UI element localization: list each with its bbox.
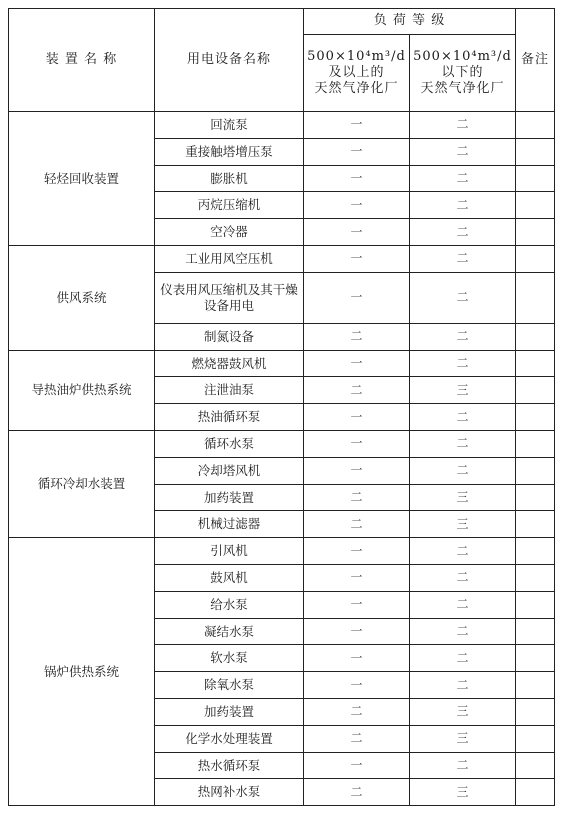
grade-lt-cell: 二 [410, 272, 516, 323]
remark-cell [516, 430, 555, 457]
header-col-ge-line-3: 天然气净化厂 [314, 81, 399, 97]
grade-ge-cell: 二 [304, 779, 410, 806]
device-name-cell: 鼓风机 [155, 564, 304, 591]
remark-cell [516, 457, 555, 484]
grade-lt-cell: 二 [410, 138, 516, 165]
header-col-lt-line-3: 天然气净化厂 [420, 81, 505, 97]
grade-lt-cell: 三 [410, 779, 516, 806]
device-name-cell: 重接触塔增压泵 [155, 138, 304, 165]
unit-name-cell: 循环冷却水装置 [9, 430, 155, 537]
grade-lt-cell: 二 [410, 245, 516, 272]
device-name-cell: 回流泵 [155, 112, 304, 139]
device-name-cell: 空冷器 [155, 219, 304, 246]
table-row [9, 430, 555, 457]
grade-lt-cell: 二 [410, 112, 516, 139]
grade-lt-cell: 二 [410, 165, 516, 192]
table-header [9, 9, 555, 112]
grade-lt-cell: 二 [410, 430, 516, 457]
remark-cell [516, 165, 555, 192]
grade-ge-cell: 二 [304, 377, 410, 404]
remark-cell [516, 192, 555, 219]
device-name-cell: 热油循环泵 [155, 404, 304, 431]
grade-ge-cell: 二 [304, 725, 410, 752]
device-name-cell: 燃烧器鼓风机 [155, 350, 304, 377]
remark-cell [516, 779, 555, 806]
header-unit-name: 装 置 名 称 [9, 9, 155, 112]
device-name-cell: 工业用风空压机 [155, 245, 304, 272]
table-body [9, 112, 555, 806]
header-col-ge [304, 35, 410, 112]
device-name-cell: 除氧水泵 [155, 672, 304, 699]
grade-ge-cell: 一 [304, 457, 410, 484]
device-name-cell: 热水循环泵 [155, 752, 304, 779]
remark-cell [516, 725, 555, 752]
grade-ge-cell: 二 [304, 698, 410, 725]
grade-lt-cell: 三 [410, 698, 516, 725]
grade-ge-cell: 一 [304, 430, 410, 457]
table-row [9, 112, 555, 139]
grade-ge-cell: 二 [304, 323, 410, 350]
device-name-cell: 机械过滤器 [155, 511, 304, 538]
grade-lt-cell: 二 [410, 350, 516, 377]
grade-ge-cell: 一 [304, 618, 410, 645]
grade-lt-cell: 三 [410, 511, 516, 538]
device-name-cell: 丙烷压缩机 [155, 192, 304, 219]
header-remark: 备注 [516, 9, 555, 112]
remark-cell [516, 272, 555, 323]
grade-ge-cell: 一 [304, 752, 410, 779]
grade-lt-cell: 三 [410, 725, 516, 752]
remark-cell [516, 511, 555, 538]
device-name-cell: 仪表用风压缩机及其干燥设备用电 [155, 272, 304, 323]
grade-ge-cell: 一 [304, 138, 410, 165]
device-name-cell: 热网补水泵 [155, 779, 304, 806]
unit-name-cell: 供风系统 [9, 245, 155, 350]
remark-cell [516, 618, 555, 645]
grade-lt-cell: 二 [410, 564, 516, 591]
grade-ge-cell: 一 [304, 672, 410, 699]
device-name-cell: 加药装置 [155, 698, 304, 725]
grade-lt-cell: 二 [410, 219, 516, 246]
remark-cell [516, 484, 555, 511]
remark-cell [516, 672, 555, 699]
device-name-cell: 凝结水泵 [155, 618, 304, 645]
remark-cell [516, 323, 555, 350]
grade-ge-cell: 一 [304, 245, 410, 272]
unit-name-cell: 导热油炉供热系统 [9, 350, 155, 430]
header-col-ge-line-1: 500×10⁴m³/d [307, 48, 406, 64]
device-name-cell: 加药装置 [155, 484, 304, 511]
grade-ge-cell: 一 [304, 112, 410, 139]
grade-ge-cell: 一 [304, 192, 410, 219]
device-name-cell: 膨胀机 [155, 165, 304, 192]
header-col-lt-line-2: 以下的 [441, 64, 484, 80]
grade-ge-cell: 一 [304, 350, 410, 377]
remark-cell [516, 219, 555, 246]
table-row [9, 350, 555, 377]
grade-ge-cell: 一 [304, 538, 410, 565]
device-name-cell: 给水泵 [155, 591, 304, 618]
device-name-cell: 冷却塔风机 [155, 457, 304, 484]
grade-ge-cell: 一 [304, 219, 410, 246]
header-col-ge-line-2: 及以上的 [328, 64, 385, 80]
header-col-lt [410, 35, 516, 112]
load-grade-table-container [8, 8, 554, 806]
grade-ge-cell: 二 [304, 511, 410, 538]
unit-name-cell: 锅炉供热系统 [9, 538, 155, 806]
header-device-name: 用电设备名称 [155, 9, 304, 112]
grade-ge-cell: 一 [304, 272, 410, 323]
grade-ge-cell: 一 [304, 645, 410, 672]
remark-cell [516, 245, 555, 272]
device-name-cell: 循环水泵 [155, 430, 304, 457]
grade-lt-cell: 二 [410, 192, 516, 219]
unit-name-cell: 轻烃回收装置 [9, 112, 155, 246]
header-load-grade: 负 荷 等 级 [304, 9, 516, 35]
remark-cell [516, 538, 555, 565]
grade-lt-cell: 二 [410, 672, 516, 699]
grade-ge-cell: 一 [304, 591, 410, 618]
grade-ge-cell: 二 [304, 484, 410, 511]
grade-lt-cell: 二 [410, 323, 516, 350]
device-name-cell: 化学水处理装置 [155, 725, 304, 752]
remark-cell [516, 404, 555, 431]
remark-cell [516, 698, 555, 725]
remark-cell [516, 591, 555, 618]
grade-lt-cell: 二 [410, 404, 516, 431]
device-name-cell: 引风机 [155, 538, 304, 565]
grade-lt-cell: 二 [410, 538, 516, 565]
remark-cell [516, 138, 555, 165]
header-col-lt-line-1: 500×10⁴m³/d [413, 48, 512, 64]
remark-cell [516, 645, 555, 672]
grade-lt-cell: 二 [410, 591, 516, 618]
remark-cell [516, 350, 555, 377]
grade-ge-cell: 一 [304, 564, 410, 591]
grade-lt-cell: 三 [410, 484, 516, 511]
table-row [9, 245, 555, 272]
grade-ge-cell: 一 [304, 404, 410, 431]
remark-cell [516, 377, 555, 404]
device-name-cell: 制氮设备 [155, 323, 304, 350]
device-name-cell: 软水泵 [155, 645, 304, 672]
remark-cell [516, 752, 555, 779]
device-name-cell: 注泄油泵 [155, 377, 304, 404]
remark-cell [516, 112, 555, 139]
grade-lt-cell: 二 [410, 752, 516, 779]
grade-lt-cell: 二 [410, 645, 516, 672]
remark-cell [516, 564, 555, 591]
grade-lt-cell: 三 [410, 377, 516, 404]
grade-ge-cell: 一 [304, 165, 410, 192]
grade-lt-cell: 二 [410, 457, 516, 484]
grade-lt-cell: 二 [410, 618, 516, 645]
load-grade-table [8, 8, 555, 806]
table-row [9, 538, 555, 565]
